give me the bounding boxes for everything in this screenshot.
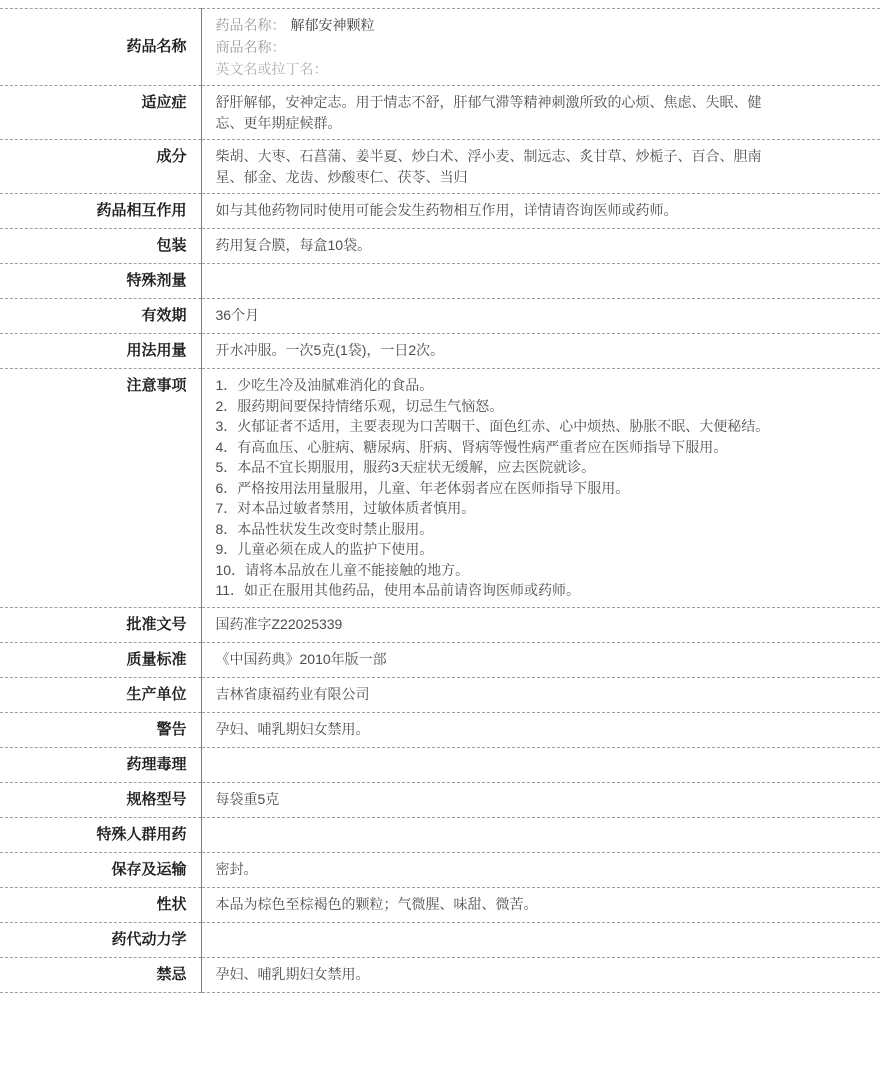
row-label: 保存及运输 [0,852,201,887]
row-label: 包装 [0,229,201,264]
row-content: 吉林省康福药业有限公司 [215,685,370,702]
table-row-properties [0,887,880,922]
row-label: 特殊剂量 [0,264,201,299]
row-content: 开水冲服。一次5克(1袋)，一日2次。 [215,342,445,358]
precaution-item: 7．对本品过敏者禁用，过敏体质者慎用。 [215,500,476,516]
trade-name-line [216,36,785,58]
table-row-drug-name [0,9,880,86]
precaution-item: 9．儿童必须在成人的监护下使用。 [215,541,434,557]
row-label: 有效期 [0,299,201,334]
row-content [201,9,880,86]
table-row-manufacturer [0,677,880,712]
table-row-contraindications [0,957,880,992]
table-row-warning [0,712,880,747]
row-label: 性状 [0,887,201,922]
row-label: 适应症 [0,86,201,140]
row-content: 本品为棕色至棕褐色的颗粒；气微腥、味甜、微苦。 [215,895,538,912]
row-content: 孕妇、哺乳期妇女禁用。 [215,965,370,982]
table-row-packaging [0,229,880,264]
row-label: 药理毒理 [0,747,201,782]
row-label: 警告 [0,712,201,747]
row-content: 密封。 [215,860,258,877]
table-row-approval-number [0,607,880,642]
precaution-item: 1．少吃生冷及油腻难消化的食品。 [215,377,434,393]
row-label: 成分 [0,140,201,194]
row-content: 药用复合膜，每盒10袋。 [215,237,372,253]
row-label: 药品名称 [0,9,201,86]
precaution-item: 11．如正在服用其他药品，使用本品前请咨询医师或药师。 [215,582,581,598]
latin-name-line [216,58,785,80]
row-content [201,817,880,852]
precaution-item: 4．有高血压、心脏病、糖尿病、肝病、肾病等慢性病严重者应在医师指导下服用。 [215,438,728,455]
row-content [201,369,880,608]
table-row-shelf-life [0,299,880,334]
row-content: 如与其他药物同时使用可能会发生药物相互作用，详情请咨询医师或药师。 [215,202,678,218]
row-label: 用法用量 [0,334,201,369]
row-content: 柴胡、大枣、石菖蒲、姜半夏、炒白术、浮小麦、制远志、炙甘草、炒栀子、百合、胆南星、郁金、龙齿、炒酸枣仁、茯苓、当归 [215,148,762,185]
table-row-storage-transport [0,852,880,887]
table-row-precautions [0,369,880,608]
field-value: 解郁安神颗粒 [290,17,375,33]
table-row-special-populations [0,817,880,852]
row-label: 药代动力学 [0,922,201,957]
row-label: 注意事项 [0,369,201,608]
row-label: 禁忌 [0,957,201,992]
row-content [201,747,880,782]
row-content: 孕妇、哺乳期妇女禁用。 [215,720,370,737]
table-row-dosage [0,334,880,369]
field-key: 英文名或拉丁名： [215,61,328,77]
table-row-specification [0,782,880,817]
row-content: 《中国药典》2010年版一部 [215,650,387,667]
table-row-interactions [0,194,880,229]
table-row-pharmacology-toxicology [0,747,880,782]
precaution-item: 6．严格按用法用量服用，儿童、年老体弱者应在医师指导下服用。 [215,479,630,496]
row-label: 质量标准 [0,642,201,677]
row-content: 国药准字Z22025339 [215,615,343,632]
row-label: 药品相互作用 [0,194,201,229]
table-row-pharmacokinetics [0,922,880,957]
row-content [201,264,880,299]
row-label: 规格型号 [0,782,201,817]
table-row-ingredients [0,140,880,194]
precaution-item: 10．请将本品放在儿童不能接触的地方。 [215,561,470,578]
row-label: 生产单位 [0,677,201,712]
precaution-item: 5．本品不宜长期服用，服药3天症状无缓解，应去医院就诊。 [215,459,596,475]
precaution-item: 2．服药期间要保持情绪乐观，切忌生气恼怒。 [215,397,504,414]
precaution-item: 3．火郁证者不适用，主要表现为口苦咽干、面色红赤、心中烦热、胁胀不眠、大便秘结。 [215,418,770,434]
field-key: 商品名称： [215,39,286,55]
row-content: 每袋重5克 [215,790,280,807]
drug-name-line [216,14,785,36]
table-row-indications [0,86,880,140]
field-key: 药品名称： [215,17,286,33]
row-content [201,922,880,957]
row-content: 舒肝解郁，安神定志。用于情志不舒，肝郁气滞等精神刺激所致的心烦、焦虑、失眠、健忘、更年期症候群。 [215,94,762,131]
table-row-quality-standard [0,642,880,677]
row-label: 批准文号 [0,607,201,642]
row-label: 特殊人群用药 [0,817,201,852]
table-row-special-dosage [0,264,880,299]
row-content: 36个月 [215,307,260,323]
drug-info-table [0,8,880,993]
precaution-item: 8．本品性状发生改变时禁止服用。 [215,520,434,537]
